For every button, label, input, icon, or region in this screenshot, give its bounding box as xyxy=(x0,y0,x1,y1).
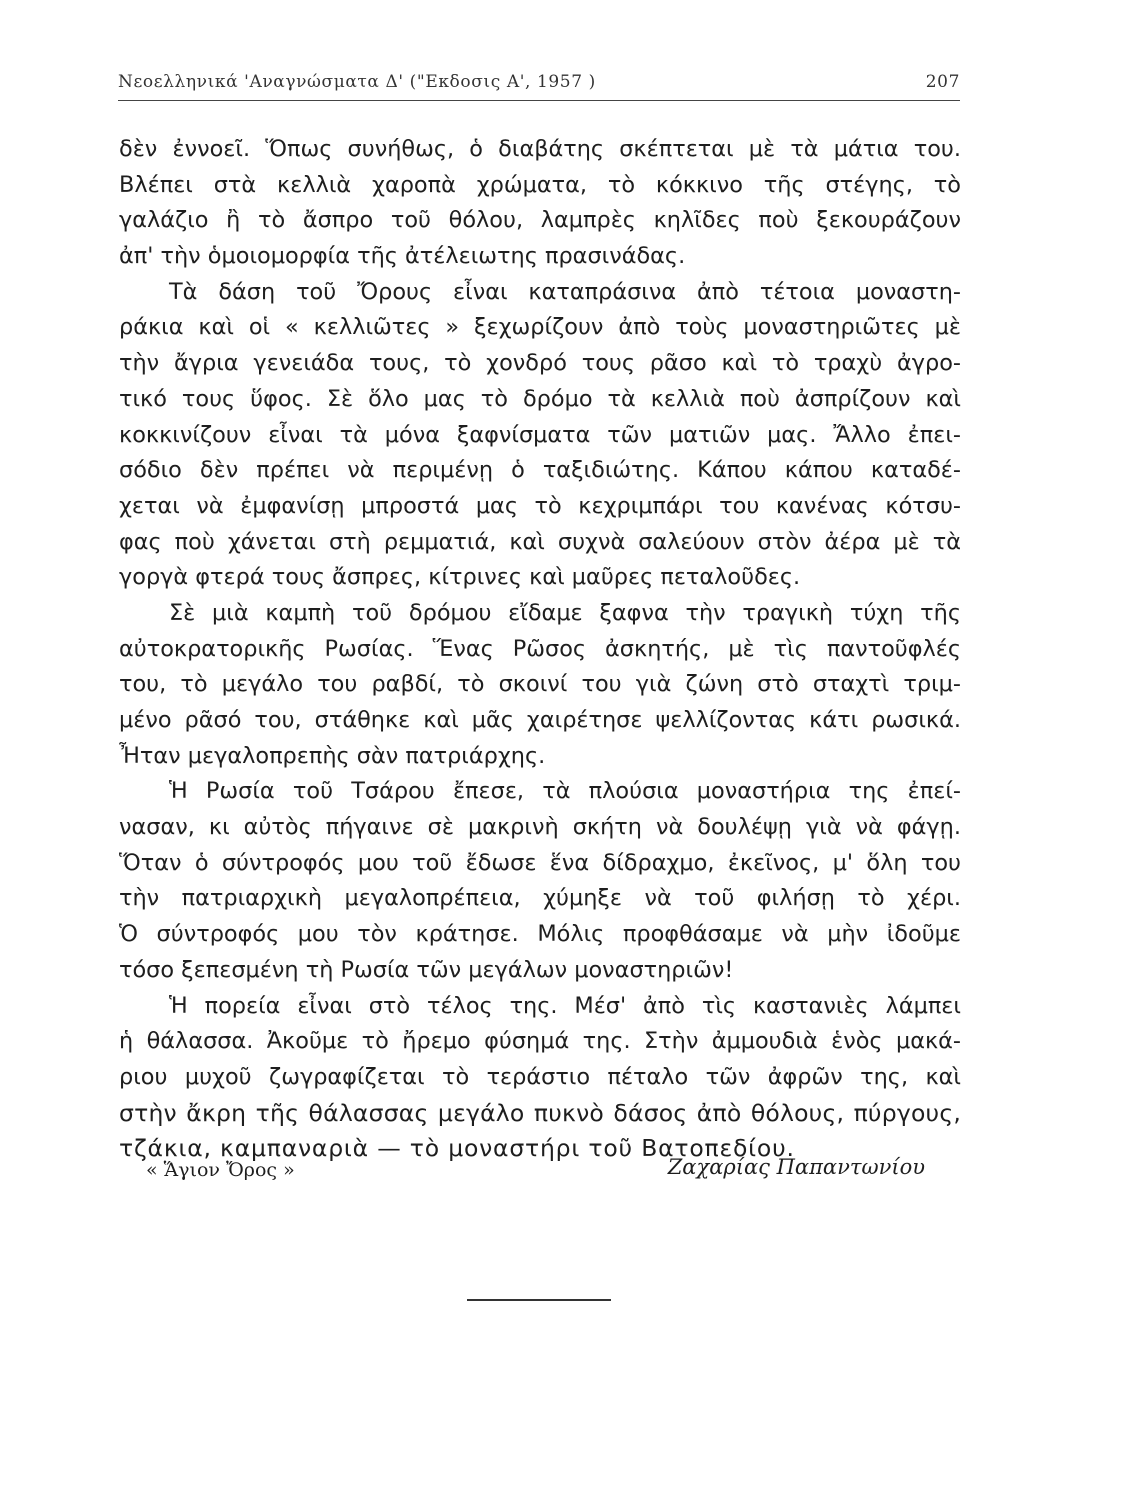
text-line: στὴν ἄκρη τῆς θάλασσας μεγάλο πυκνὸ δάσος ἀπὸ θόλους, πύργους, xyxy=(119,1098,961,1127)
source-title: « Ἅγιον Ὄρος » xyxy=(146,1159,295,1181)
page-number: 207 xyxy=(925,72,960,92)
text-line: γοργὰ φτερά τους ἄσπρες, κίτρινες καὶ μαῦρες πεταλοῦδες. xyxy=(119,564,801,591)
header-title: Νεοελληνικά 'Αναγνώσματα Δ' ("Εκδοσις Α', 1957 ) xyxy=(118,72,596,92)
text-line: Σὲ μιὰ καμπὴ τοῦ δρόμου εἴδαμε ξαφνα τὴν τραγικὴ τύχη τῆς xyxy=(169,599,961,626)
text-line: του, τὸ μεγάλο του ραβδί, τὸ σκοινί του γιὰ ζώνη στὸ σταχτὶ τριμ- xyxy=(119,671,961,698)
paragraph xyxy=(119,774,961,988)
text-line: τικό τους ὕφος. Σὲ ὅλο μας τὸ δρόμο τὰ κελλιὰ ποὺ ἀσπρίζουν καὶ xyxy=(119,385,961,412)
text-line: χεται νὰ ἐμφανίσῃ μπροστά μας τὸ κεχριμπάρι του κανένας κότσυ- xyxy=(119,492,961,519)
attribution xyxy=(118,1153,960,1193)
text-line: δὲν ἐννοεῖ. Ὅπως συνήθως, ὁ διαβάτης σκέπτεται μὲ τὰ μάτια του. xyxy=(119,136,961,162)
text-line: ἀπ' τὴν ὁμοιομορφία τῆς ἀτέλειωτης πρασινάδας. xyxy=(119,243,686,270)
text-line: τόσο ξεπεσμένη τὴ Ρωσία τῶν μεγάλων μοναστηριῶν! xyxy=(119,956,734,983)
text-line: ράκια καὶ οἱ « κελλιῶτες » ξεχωρίζουν ἀπὸ τοὺς μοναστηριῶτες μὲ xyxy=(119,314,961,341)
end-rule xyxy=(467,1299,611,1301)
paragraph xyxy=(119,596,961,774)
text-line: αὐτοκρατορικῆς Ρωσίας. Ἕνας Ρῶσος ἀσκητής, μὲ τὶς παντοῦφλές xyxy=(119,635,961,662)
text-line: τζάκια, καμπαναριὰ — τὸ μοναστήρι τοῦ Βατοπεδίου. xyxy=(119,1134,795,1163)
text-line: κοκκινίζουν εἶναι τὰ μόνα ξαφνίσματα τῶν ματιῶν μας. Ἄλλο ἐπει- xyxy=(119,421,961,448)
text-line: Ὁ σύντροφός μου τὸν κράτησε. Μόλις προφθάσαμε νὰ μὴν ἰδοῦμε xyxy=(119,921,961,948)
text-line: νασαν, κι αὐτὸς πήγαινε σὲ μακρινὴ σκήτη νὰ δουλέψῃ γιὰ νὰ φάγῃ. xyxy=(119,814,961,841)
text-line: ριου μυχοῦ ζωγραφίζεται τὸ τεράστιο πέταλο τῶν ἀφρῶν της, καὶ xyxy=(119,1063,961,1090)
text-line: Ἦταν μεγαλοπρεπὴς σὰν πατριάρχης. xyxy=(119,742,546,769)
author-name: Ζαχαρίας Παπαντωνίου xyxy=(667,1155,925,1179)
text-line: φας ποὺ χάνεται στὴ ρεμματιά, καὶ συχνὰ σαλεύουν στὸν ἀέρα μὲ τὰ xyxy=(119,528,961,555)
text-line: Ἡ πορεία εἶναι στὸ τέλος της. Μέσ' ἀπὸ τὶς καστανιὲς λάμπει xyxy=(169,992,961,1019)
body-text xyxy=(119,132,961,1167)
paragraph xyxy=(119,275,961,596)
text-line: Ἡ Ρωσία τοῦ Τσάρου ἔπεσε, τὰ πλούσια μοναστήρια της ἐπεί- xyxy=(169,778,961,805)
header-rule xyxy=(118,100,960,101)
text-line: τὴν πατριαρχικὴ μεγαλοπρέπεια, χύμηξε νὰ τοῦ φιλήσῃ τὸ χέρι. xyxy=(119,885,961,912)
paragraph xyxy=(119,989,961,1167)
text-line: Τὰ δάση τοῦ Ὄρους εἶναι καταπράσινα ἀπὸ τέτοια μοναστη- xyxy=(169,278,961,305)
text-line: σόδιο δὲν πρέπει νὰ περιμένῃ ὁ ταξιδιώτης. Κάπου κάπου καταδέ- xyxy=(119,457,961,484)
text-line: μένο ρᾶσό του, στάθηκε καὶ μᾶς χαιρέτησε ψελλίζοντας κάτι ρωσικά. xyxy=(119,707,961,733)
text-line: ἡ θάλασσα. Ἀκοῦμε τὸ ἤρεμο φύσημά της. Στὴν ἀμμουδιὰ ἑνὸς μακά- xyxy=(119,1028,961,1055)
text-line: τὴν ἄγρια γενειάδα τους, τὸ χονδρό τους ρᾶσο καὶ τὸ τραχὺ ἀγρο- xyxy=(119,350,961,377)
running-header xyxy=(118,70,960,100)
text-line: Ὅταν ὁ σύντροφός μου τοῦ ἔδωσε ἕνα δίδραχμο, ἐκεῖνος, μ' ὅλη του xyxy=(119,849,961,876)
text-line: γαλάζιο ἢ τὸ ἄσπρο τοῦ θόλου, λαμπρὲς κηλῖδες ποὺ ξεκουράζουν xyxy=(119,207,961,234)
paragraph xyxy=(119,132,961,275)
text-line: Βλέπει στὰ κελλιὰ χαροπὰ χρώματα, τὸ κόκκινο τῆς στέγης, τὸ xyxy=(119,171,961,198)
